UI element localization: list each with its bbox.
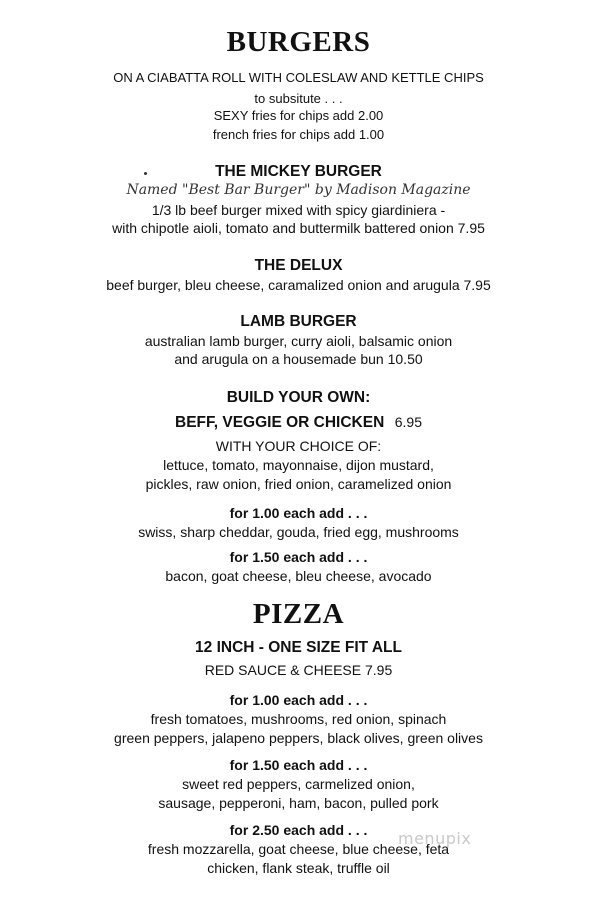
build-choice-list-2: pickles, raw onion, fried onion, caramelized onion [145, 476, 452, 492]
pizza-add2-line1: sweet red peppers, carmelized onion, [182, 776, 415, 792]
pizza-add1-label: for 1.00 each add . . . [229, 692, 368, 708]
mickey-burger-name: THE MICKEY BURGER [215, 163, 382, 180]
pizza-title: PIZZA [252, 598, 345, 630]
burgers-intro: ON A CIABATTA ROLL WITH COLESLAW AND KETTLE CHIPS [113, 70, 484, 85]
build-add2-items: bacon, goat cheese, bleu cheese, avocado [165, 568, 432, 584]
mickey-burger-desc-price: with chipotle aioli, tomato and buttermilk battered onion 7.95 [112, 220, 485, 236]
pizza-add1-line2: green peppers, jalapeno peppers, black olives, green olives [114, 730, 483, 746]
build-choice-list-1: lettuce, tomato, mayonnaise, dijon mustard, [163, 457, 434, 473]
delux-burger-desc: beef burger, bleu cheese, caramalized onion and arugula 7.95 [106, 277, 491, 293]
pizza-add3-line2: chicken, flank steak, truffle oil [207, 860, 390, 876]
sexy-fries-option: SEXY fries for chips add 2.00 [213, 108, 384, 123]
pizza-base: RED SAUCE & CHEESE 7.95 [204, 662, 393, 678]
build-add1-label: for 1.00 each add . . . [229, 505, 368, 521]
pizza-add3-label: for 2.50 each add . . . [229, 822, 368, 838]
build-your-own-title: BUILD YOUR OWN: [226, 389, 371, 406]
build-base-label: BEFF, VEGGIE OR CHICKEN [175, 414, 385, 431]
lamb-burger-desc: australian lamb burger, curry aioli, balsamic onion [144, 333, 453, 349]
pizza-size: 12 INCH - ONE SIZE FIT ALL [195, 639, 402, 656]
lamb-burger-desc-price: and arugula on a housemade bun 10.50 [174, 351, 423, 367]
build-base-row [0, 414, 597, 432]
build-add2-label: for 1.50 each add . . . [229, 549, 368, 565]
mickey-burger-desc: 1/3 lb beef burger mixed with spicy giardiniera - [151, 202, 446, 218]
pizza-add1-line1: fresh tomatoes, mushrooms, red onion, spinach [150, 711, 447, 727]
pizza-add2-line2: sausage, pepperoni, ham, bacon, pulled pork [158, 795, 439, 811]
lamb-burger-name: LAMB BURGER [240, 313, 357, 330]
burgers-title: BURGERS [226, 26, 371, 58]
pizza-add2-label: for 1.50 each add . . . [229, 757, 368, 773]
menupix-watermark: menupix [398, 829, 472, 848]
delux-burger-name: THE DELUX [254, 257, 343, 274]
mickey-burger-tagline: Named "Best Bar Burger" by Madison Magazine [126, 182, 471, 198]
french-fries-option: french fries for chips add 1.00 [212, 127, 385, 142]
pizza-add3-line1: fresh mozzarella, goat cheese, blue cheese, feta [147, 841, 450, 857]
build-choice-label: WITH YOUR CHOICE OF: [215, 438, 382, 454]
substitute-label: to subsitute . . . [254, 91, 343, 106]
build-base-price: 6.95 [394, 414, 422, 430]
build-add1-items: swiss, sharp cheddar, gouda, fried egg, mushrooms [138, 524, 459, 540]
